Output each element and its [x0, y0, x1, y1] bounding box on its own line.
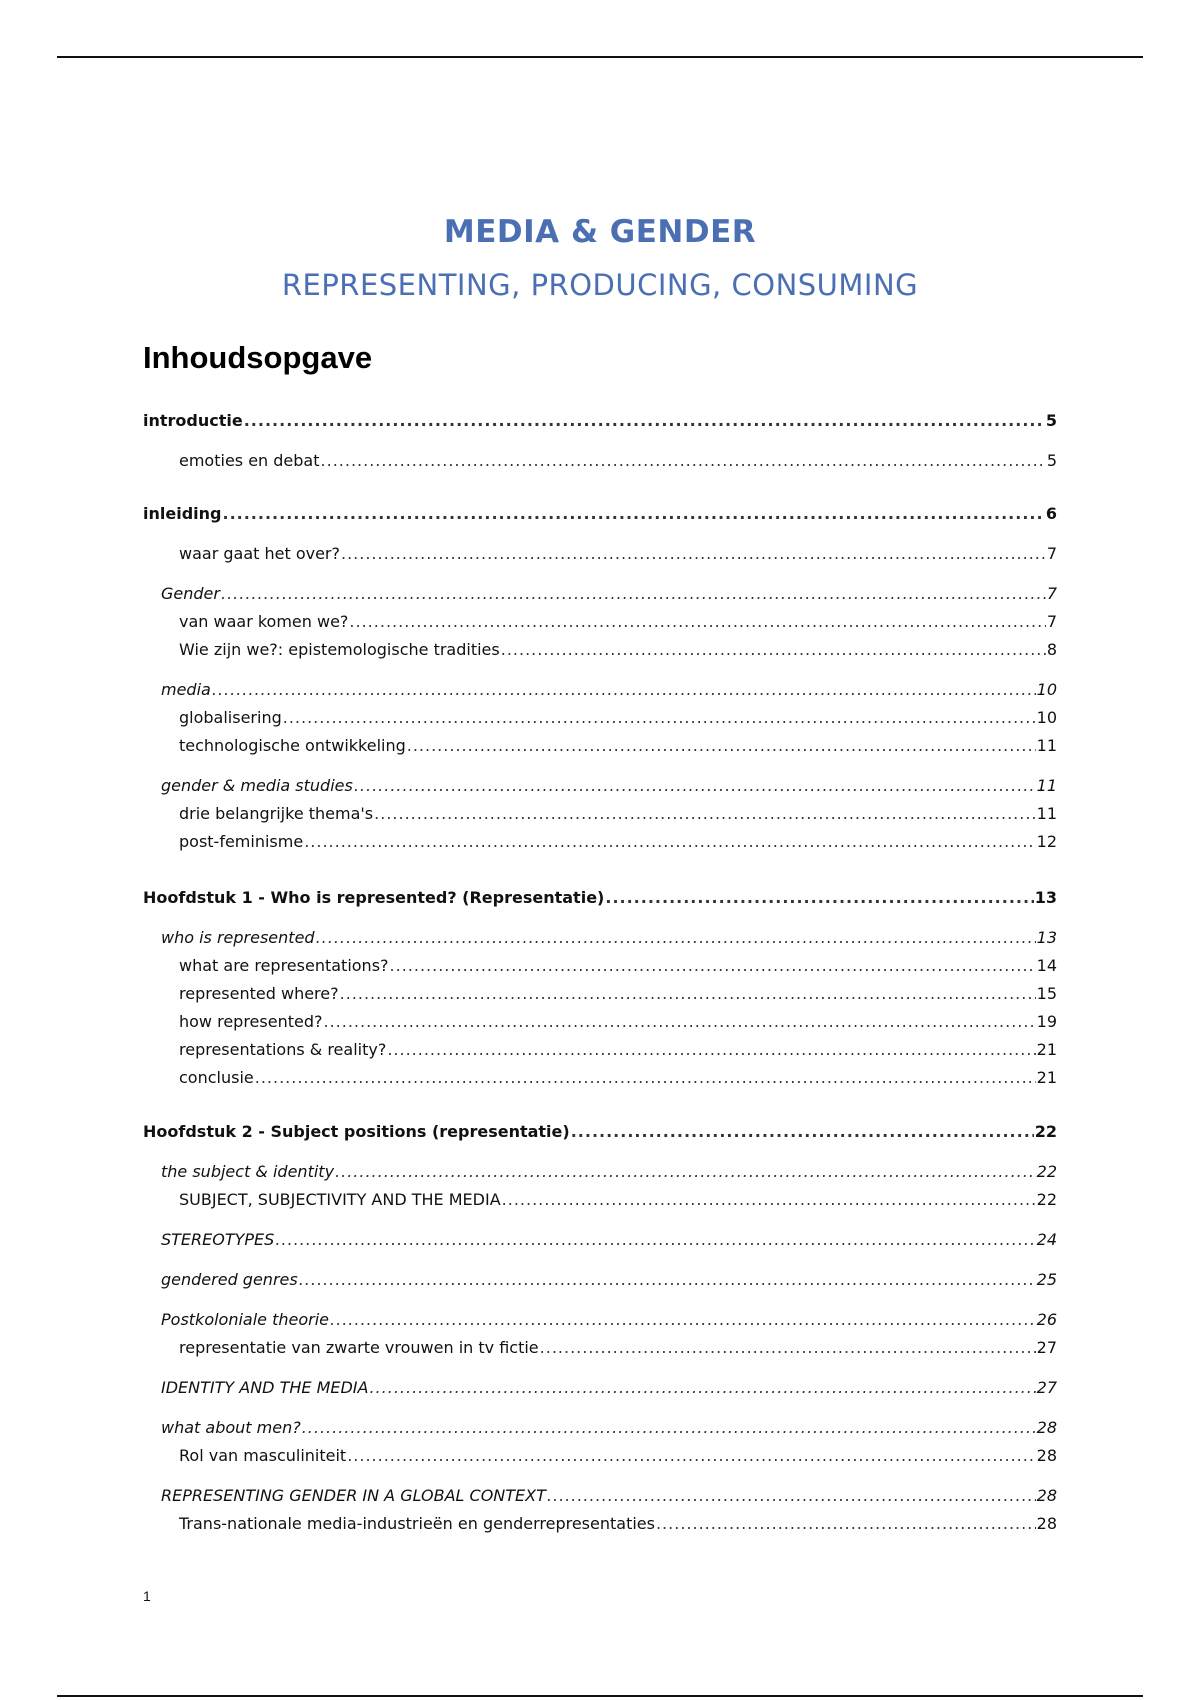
toc-leader-dots — [302, 1418, 1036, 1437]
toc-leader-dots — [347, 1446, 1035, 1465]
toc-entry-label: represented where? — [179, 984, 339, 1003]
toc-entry-label: emoties en debat — [179, 451, 320, 470]
toc-leader-dots — [605, 888, 1033, 907]
toc-entry[interactable] — [161, 1486, 1057, 1505]
toc-leader-dots — [501, 640, 1046, 659]
toc-entry[interactable] — [179, 544, 1057, 563]
toc-heading: Inhoudsopgave — [143, 340, 373, 375]
toc-entry[interactable] — [179, 956, 1057, 975]
toc-leader-dots — [349, 612, 1045, 631]
toc-entry-label: STEREOTYPES — [161, 1230, 275, 1249]
toc-entry-page: 27 — [1036, 1338, 1057, 1357]
toc-entry-page: 15 — [1036, 984, 1057, 1003]
toc-entry-page: 8 — [1046, 640, 1057, 659]
toc-entry-label: who is represented — [161, 928, 315, 947]
toc-entry-page: 22 — [1036, 1162, 1057, 1181]
toc-leader-dots — [221, 584, 1046, 603]
toc-entry[interactable] — [161, 1378, 1057, 1397]
toc-entry[interactable] — [161, 776, 1057, 795]
toc-entry[interactable] — [161, 1310, 1057, 1329]
toc-entry[interactable] — [179, 804, 1057, 823]
toc-entry-label: how represented? — [179, 1012, 323, 1031]
toc-entry-page: 11 — [1036, 736, 1057, 755]
toc-entry[interactable] — [179, 1190, 1057, 1209]
toc-entry[interactable] — [179, 1514, 1057, 1533]
toc-entry[interactable] — [161, 1230, 1057, 1249]
toc-leader-dots — [323, 1012, 1035, 1031]
toc-entry-label: Wie zijn we?: epistemologische tradities — [179, 640, 500, 659]
toc-entry-label: SUBJECT, SUBJECTIVITY AND THE MEDIA — [179, 1190, 501, 1209]
toc-entry[interactable] — [179, 612, 1057, 631]
toc-entry-label: representations & reality? — [179, 1040, 387, 1059]
toc-entry[interactable] — [179, 984, 1057, 1003]
toc-leader-dots — [502, 1190, 1036, 1209]
toc-leader-dots — [335, 1162, 1036, 1181]
toc-entry-label: IDENTITY AND THE MEDIA — [161, 1378, 369, 1397]
toc-entry[interactable] — [179, 1068, 1057, 1087]
toc-entry-label: Trans-nationale media-industrieën en genderrepresentaties — [179, 1514, 655, 1533]
toc-leader-dots — [222, 504, 1044, 523]
toc-entry[interactable] — [179, 1446, 1057, 1465]
toc-entry[interactable] — [161, 680, 1057, 699]
toc-entry[interactable] — [143, 1122, 1057, 1141]
toc-entry-label: Hoofdstuk 1 - Who is represented? (Representatie) — [143, 888, 605, 907]
toc-entry[interactable] — [161, 1270, 1057, 1289]
toc-entry-label: gender & media studies — [161, 776, 353, 795]
toc-entry-page: 14 — [1036, 956, 1057, 975]
toc-leader-dots — [304, 832, 1035, 851]
toc-leader-dots — [340, 984, 1036, 1003]
toc-leader-dots — [212, 680, 1036, 699]
toc-leader-dots — [321, 451, 1046, 470]
document-title: MEDIA & GENDER — [443, 214, 757, 250]
toc-leader-dots — [369, 1378, 1035, 1397]
toc-entry-page: 7 — [1046, 544, 1057, 563]
toc-leader-dots — [354, 776, 1036, 795]
document-subtitle: REPRESENTING, PRODUCING, CONSUMING — [281, 268, 919, 302]
toc-leader-dots — [571, 1122, 1034, 1141]
toc-entry-label: introductie — [143, 411, 243, 430]
toc-entry-page: 26 — [1036, 1310, 1057, 1329]
toc-entry[interactable] — [161, 584, 1057, 603]
toc-entry-page: 13 — [1036, 928, 1057, 947]
toc-entry[interactable] — [179, 736, 1057, 755]
toc-entry[interactable] — [161, 1162, 1057, 1181]
toc-entry-page: 7 — [1046, 612, 1057, 631]
toc-entry[interactable] — [143, 504, 1057, 523]
toc-entry-page: 28 — [1036, 1418, 1057, 1437]
toc-entry-page: 22 — [1034, 1122, 1057, 1141]
toc-leader-dots — [330, 1310, 1036, 1329]
toc-entry-label: the subject & identity — [161, 1162, 335, 1181]
toc-entry[interactable] — [161, 928, 1057, 947]
toc-entry-page: 25 — [1036, 1270, 1057, 1289]
toc-entry-page: 11 — [1036, 804, 1057, 823]
toc-entry-label: van waar komen we? — [179, 612, 349, 631]
toc-entry-page: 11 — [1036, 776, 1057, 795]
title-block — [0, 214, 1200, 302]
toc-leader-dots — [547, 1486, 1036, 1505]
toc-entry-label: what are representations? — [179, 956, 389, 975]
toc-entry-page: 28 — [1036, 1446, 1057, 1465]
toc-entry-page: 5 — [1045, 411, 1057, 430]
toc-entry[interactable] — [143, 888, 1057, 907]
toc-entry-label: Hoofdstuk 2 - Subject positions (representatie) — [143, 1122, 570, 1141]
toc-entry[interactable] — [179, 708, 1057, 727]
toc-entry-page: 12 — [1036, 832, 1057, 851]
toc-entry-label: REPRESENTING GENDER IN A GLOBAL CONTEXT — [161, 1486, 546, 1505]
toc-entry-page: 28 — [1036, 1514, 1057, 1533]
toc-leader-dots — [283, 708, 1036, 727]
footer-rule — [57, 1695, 1143, 1697]
page-number: 1 — [143, 1588, 151, 1604]
toc-entry[interactable] — [143, 411, 1057, 430]
toc-entry-page: 5 — [1046, 451, 1057, 470]
toc-entry[interactable] — [179, 832, 1057, 851]
toc-entry-page: 27 — [1036, 1378, 1057, 1397]
toc-entry-label: technologische ontwikkeling — [179, 736, 406, 755]
toc-leader-dots — [244, 411, 1045, 430]
toc-entry[interactable] — [161, 1418, 1057, 1437]
toc-entry-label: inleiding — [143, 504, 222, 523]
toc-entry-page: 13 — [1034, 888, 1057, 907]
toc-leader-dots — [299, 1270, 1036, 1289]
toc-entry-label: waar gaat het over? — [179, 544, 340, 563]
toc-entry-page: 10 — [1036, 680, 1057, 699]
toc-entry-page: 22 — [1036, 1190, 1057, 1209]
toc-entry-page: 6 — [1045, 504, 1057, 523]
toc-leader-dots — [390, 956, 1036, 975]
toc-entry[interactable] — [179, 1040, 1057, 1059]
toc-leader-dots — [255, 1068, 1036, 1087]
toc-leader-dots — [316, 928, 1036, 947]
toc-entry-label: media — [161, 680, 211, 699]
toc-entry-page: 24 — [1036, 1230, 1057, 1249]
toc-entry[interactable] — [179, 1012, 1057, 1031]
toc-entry-label: globalisering — [179, 708, 282, 727]
toc-entry-page: 10 — [1036, 708, 1057, 727]
toc-entry[interactable] — [179, 640, 1057, 659]
toc-leader-dots — [407, 736, 1036, 755]
toc-entry-page: 28 — [1036, 1486, 1057, 1505]
toc-leader-dots — [374, 804, 1036, 823]
toc-leader-dots — [656, 1514, 1036, 1533]
toc-entry-label: Rol van masculiniteit — [179, 1446, 347, 1465]
toc-leader-dots — [387, 1040, 1035, 1059]
toc-entry-page: 7 — [1046, 584, 1057, 603]
toc-entry-label: representatie van zwarte vrouwen in tv fictie — [179, 1338, 539, 1357]
toc-entry-label: Gender — [161, 584, 220, 603]
toc-entry-label: Postkoloniale theorie — [161, 1310, 330, 1329]
toc-entry-page: 21 — [1036, 1068, 1057, 1087]
toc-entry-label: post-feminisme — [179, 832, 304, 851]
toc-entry[interactable] — [179, 1338, 1057, 1357]
toc-entry-label: drie belangrijke thema's — [179, 804, 374, 823]
toc-entry-label: conclusie — [179, 1068, 254, 1087]
header-rule — [57, 56, 1143, 58]
toc-leader-dots — [540, 1338, 1036, 1357]
toc-entry[interactable] — [179, 451, 1057, 470]
toc-entry-label: gendered genres — [161, 1270, 298, 1289]
toc-leader-dots — [275, 1230, 1035, 1249]
toc-entry-label: what about men? — [161, 1418, 301, 1437]
toc-entry-page: 19 — [1036, 1012, 1057, 1031]
toc-leader-dots — [341, 544, 1046, 563]
toc-entry-page: 21 — [1036, 1040, 1057, 1059]
